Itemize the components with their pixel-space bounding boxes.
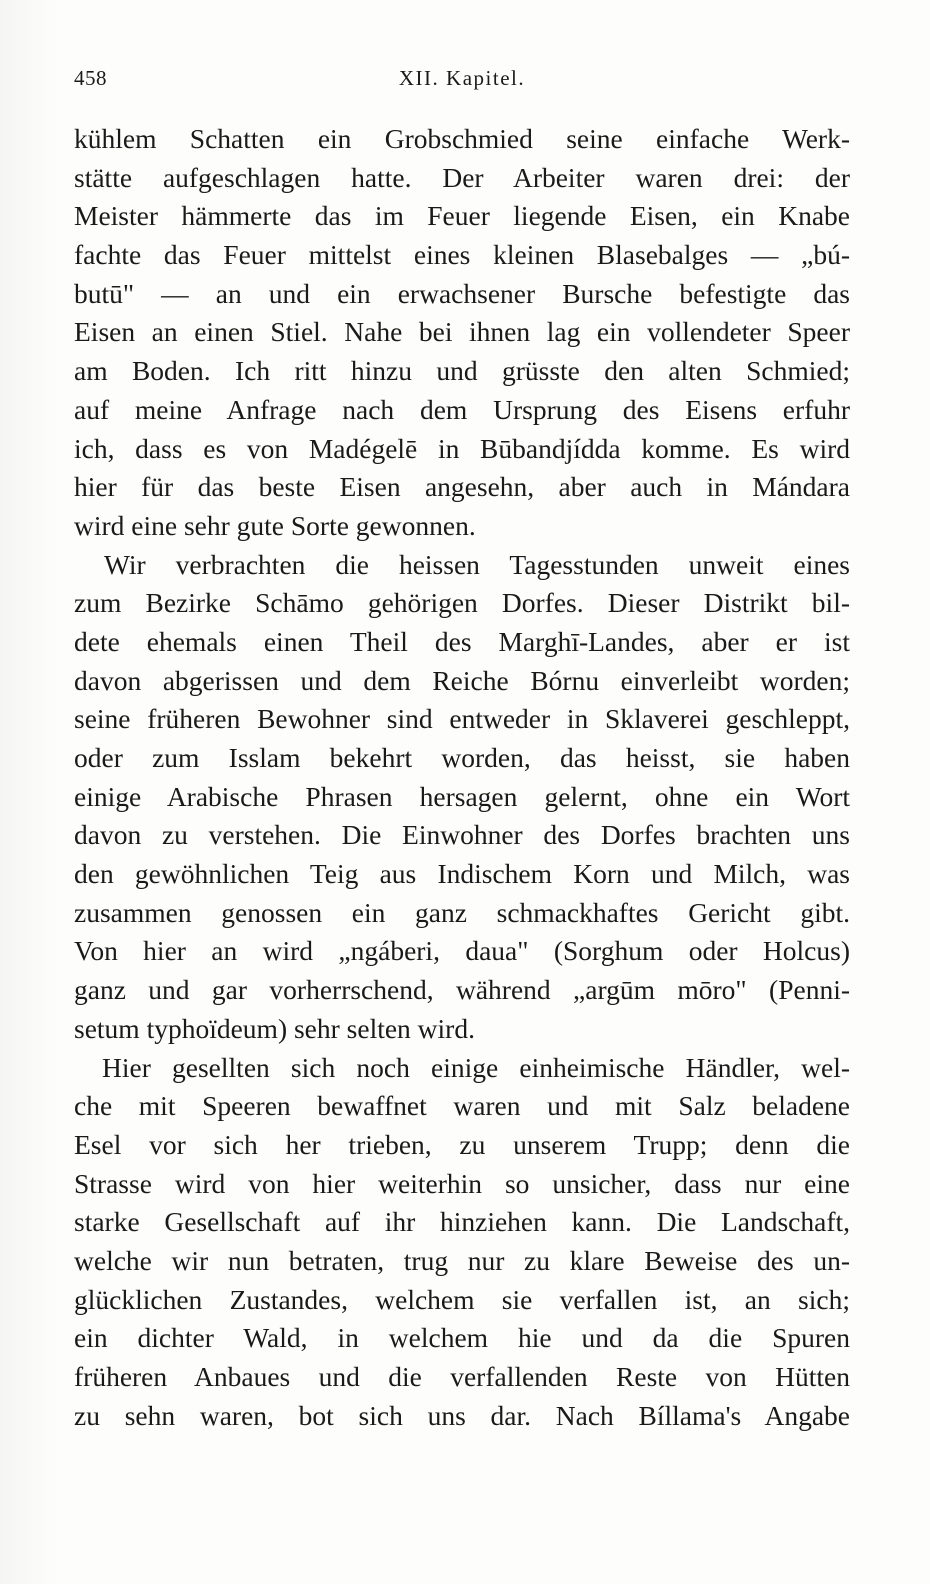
text-line: einige Arabische Phrasen hersagen gelernt, ohne ein Wort bbox=[74, 780, 850, 812]
text-line: ganz und gar vorherrschend, während „argūm mōro" (Penni- bbox=[74, 974, 850, 1006]
text-line: zu sehn waren, bot sich uns dar. Nach Bíllama's Angabe bbox=[74, 1399, 850, 1431]
text-line: ich, dass es von Madégelē in Būbandjídda komme. Es wird bbox=[74, 432, 850, 464]
text-line: welche wir nun betraten, trug nur zu klare Beweise des un- bbox=[74, 1244, 850, 1276]
text-line: dete ehemals einen Theil des Marghī-Landes, aber er ist bbox=[74, 625, 850, 657]
text-line: butū" — an und ein erwachsener Bursche befestigte das bbox=[74, 277, 850, 309]
text-line: oder zum Isslam bekehrt worden, das heisst, sie haben bbox=[74, 742, 850, 773]
text-line: glücklichen Zustandes, welchem sie verfallen ist, an sich; bbox=[74, 1283, 850, 1315]
page-header bbox=[74, 66, 850, 102]
paragraph-end-line: setum typhoïdeum) sehr selten wird. bbox=[74, 1012, 475, 1044]
text-body bbox=[74, 120, 850, 1435]
text-line: davon abgerissen und dem Reiche Bórnu einverleibt worden; bbox=[74, 664, 850, 696]
text-line: kühlem Schatten ein Grobschmied seine einfache Werk- bbox=[74, 123, 850, 154]
text-line: früheren Anbaues und die verfallenden Reste von Hütten bbox=[74, 1361, 850, 1392]
text-line: Esel vor sich her trieben, zu unserem Trupp; denn die bbox=[74, 1128, 850, 1160]
binding-shadow bbox=[0, 0, 60, 1584]
text-line: Eisen an einen Stiel. Nahe bei ihnen lag ein vollendeter Speer bbox=[74, 316, 850, 348]
text-line: che mit Speeren bewaffnet waren und mit Salz beladene bbox=[74, 1090, 850, 1122]
text-line: zum Bezirke Schāmo gehörigen Dorfes. Dieser Distrikt bil- bbox=[74, 587, 850, 619]
text-line: Von hier an wird „ngáberi, daua" (Sorghum oder Holcus) bbox=[74, 935, 850, 967]
text-line: starke Gesellschaft auf ihr hinziehen kann. Die Landschaft, bbox=[74, 1206, 850, 1238]
text-line: davon zu verstehen. Die Einwohner des Dorfes brachten uns bbox=[74, 819, 850, 851]
text-line: stätte aufgeschlagen hatte. Der Arbeiter waren drei: der bbox=[74, 161, 850, 193]
text-line: Strasse wird von hier weiterhin so unsicher, dass nur eine bbox=[74, 1167, 850, 1199]
paragraph-end-line: wird eine sehr gute Sorte gewonnen. bbox=[74, 509, 476, 541]
paragraph-start-line: Wir verbrachten die heissen Tagesstunden unweit eines bbox=[104, 548, 850, 580]
text-line: ein dichter Wald, in welchem hie und da die Spuren bbox=[74, 1322, 850, 1354]
text-line: hier für das beste Eisen angesehn, aber auch in Mándara bbox=[74, 471, 850, 503]
paragraph-start-line: Hier gesellten sich noch einige einheimische Händler, wel- bbox=[102, 1051, 850, 1083]
text-line: zusammen genossen ein ganz schmackhaftes Gericht gibt. bbox=[74, 896, 850, 928]
text-line: fachte das Feuer mittelst eines kleinen Blasebalges — „bú- bbox=[74, 239, 850, 271]
running-head: XII. Kapitel. bbox=[398, 66, 526, 90]
page-number: 458 bbox=[74, 66, 107, 90]
text-line: auf meine Anfrage nach dem Ursprung des Eisens erfuhr bbox=[74, 393, 850, 425]
text-line: seine früheren Bewohner sind entweder in Sklaverei geschleppt, bbox=[74, 703, 850, 735]
text-line: am Boden. Ich ritt hinzu und grüsste den alten Schmied; bbox=[74, 355, 850, 387]
text-line: Meister hämmerte das im Feuer liegende Eisen, ein Knabe bbox=[74, 200, 850, 232]
text-line: den gewöhnlichen Teig aus Indischem Korn und Milch, was bbox=[74, 858, 850, 890]
